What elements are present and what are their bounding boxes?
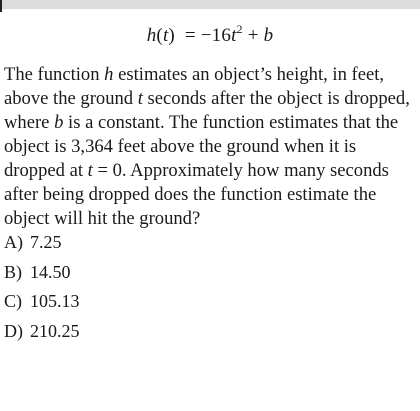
- eq-paren-open: (: [156, 25, 163, 46]
- eq-plus-sign: +: [247, 25, 259, 46]
- eq-variable: t: [231, 25, 237, 46]
- passage-var-t2: t: [87, 160, 93, 181]
- eq-paren-close: ): [168, 25, 175, 46]
- question-passage: [4, 63, 416, 231]
- choice-letter: C): [4, 291, 22, 311]
- function-equation: [0, 22, 420, 47]
- eq-lhs-variable: t: [162, 25, 169, 46]
- scroll-marker: [0, 0, 2, 12]
- answer-choices: [4, 232, 304, 350]
- eq-coefficient: −16: [200, 25, 232, 46]
- choice-letter: D): [4, 320, 23, 341]
- passage-var-h: h: [104, 64, 114, 85]
- choice-letter: A): [4, 232, 23, 252]
- choice-d[interactable]: [4, 321, 304, 351]
- eq-equals-sign: =: [184, 25, 196, 46]
- passage-text-4: is a constant. The function estimates that the object is 3,364 feet above the ground when it is dropped at: [4, 112, 399, 181]
- choice-b[interactable]: [4, 262, 304, 292]
- passage-var-b: b: [54, 112, 64, 133]
- eq-exponent: 2: [236, 22, 243, 36]
- passage-text-3: seconds after the object is dropped, where: [4, 88, 410, 133]
- top-toolbar-strip: [0, 0, 420, 9]
- choice-value: 14.50: [30, 261, 71, 282]
- eq-function-name: h: [146, 25, 157, 46]
- passage-text-5: = 0. Approximately how many seconds after being dropped does the function estimate the object will hit the ground?: [4, 160, 389, 229]
- choice-letter: B): [4, 261, 22, 282]
- choice-a[interactable]: [4, 232, 304, 262]
- choice-value: 105.13: [30, 291, 80, 311]
- choice-value: 7.25: [30, 232, 62, 252]
- eq-constant: b: [263, 25, 274, 46]
- passage-text-1: The function: [4, 64, 105, 85]
- choice-value: 210.25: [30, 320, 80, 341]
- passage-var-t: t: [137, 88, 143, 109]
- choice-c[interactable]: [4, 291, 304, 321]
- passage-text-2: estimates an object’s height, in feet, above the ground: [4, 64, 385, 109]
